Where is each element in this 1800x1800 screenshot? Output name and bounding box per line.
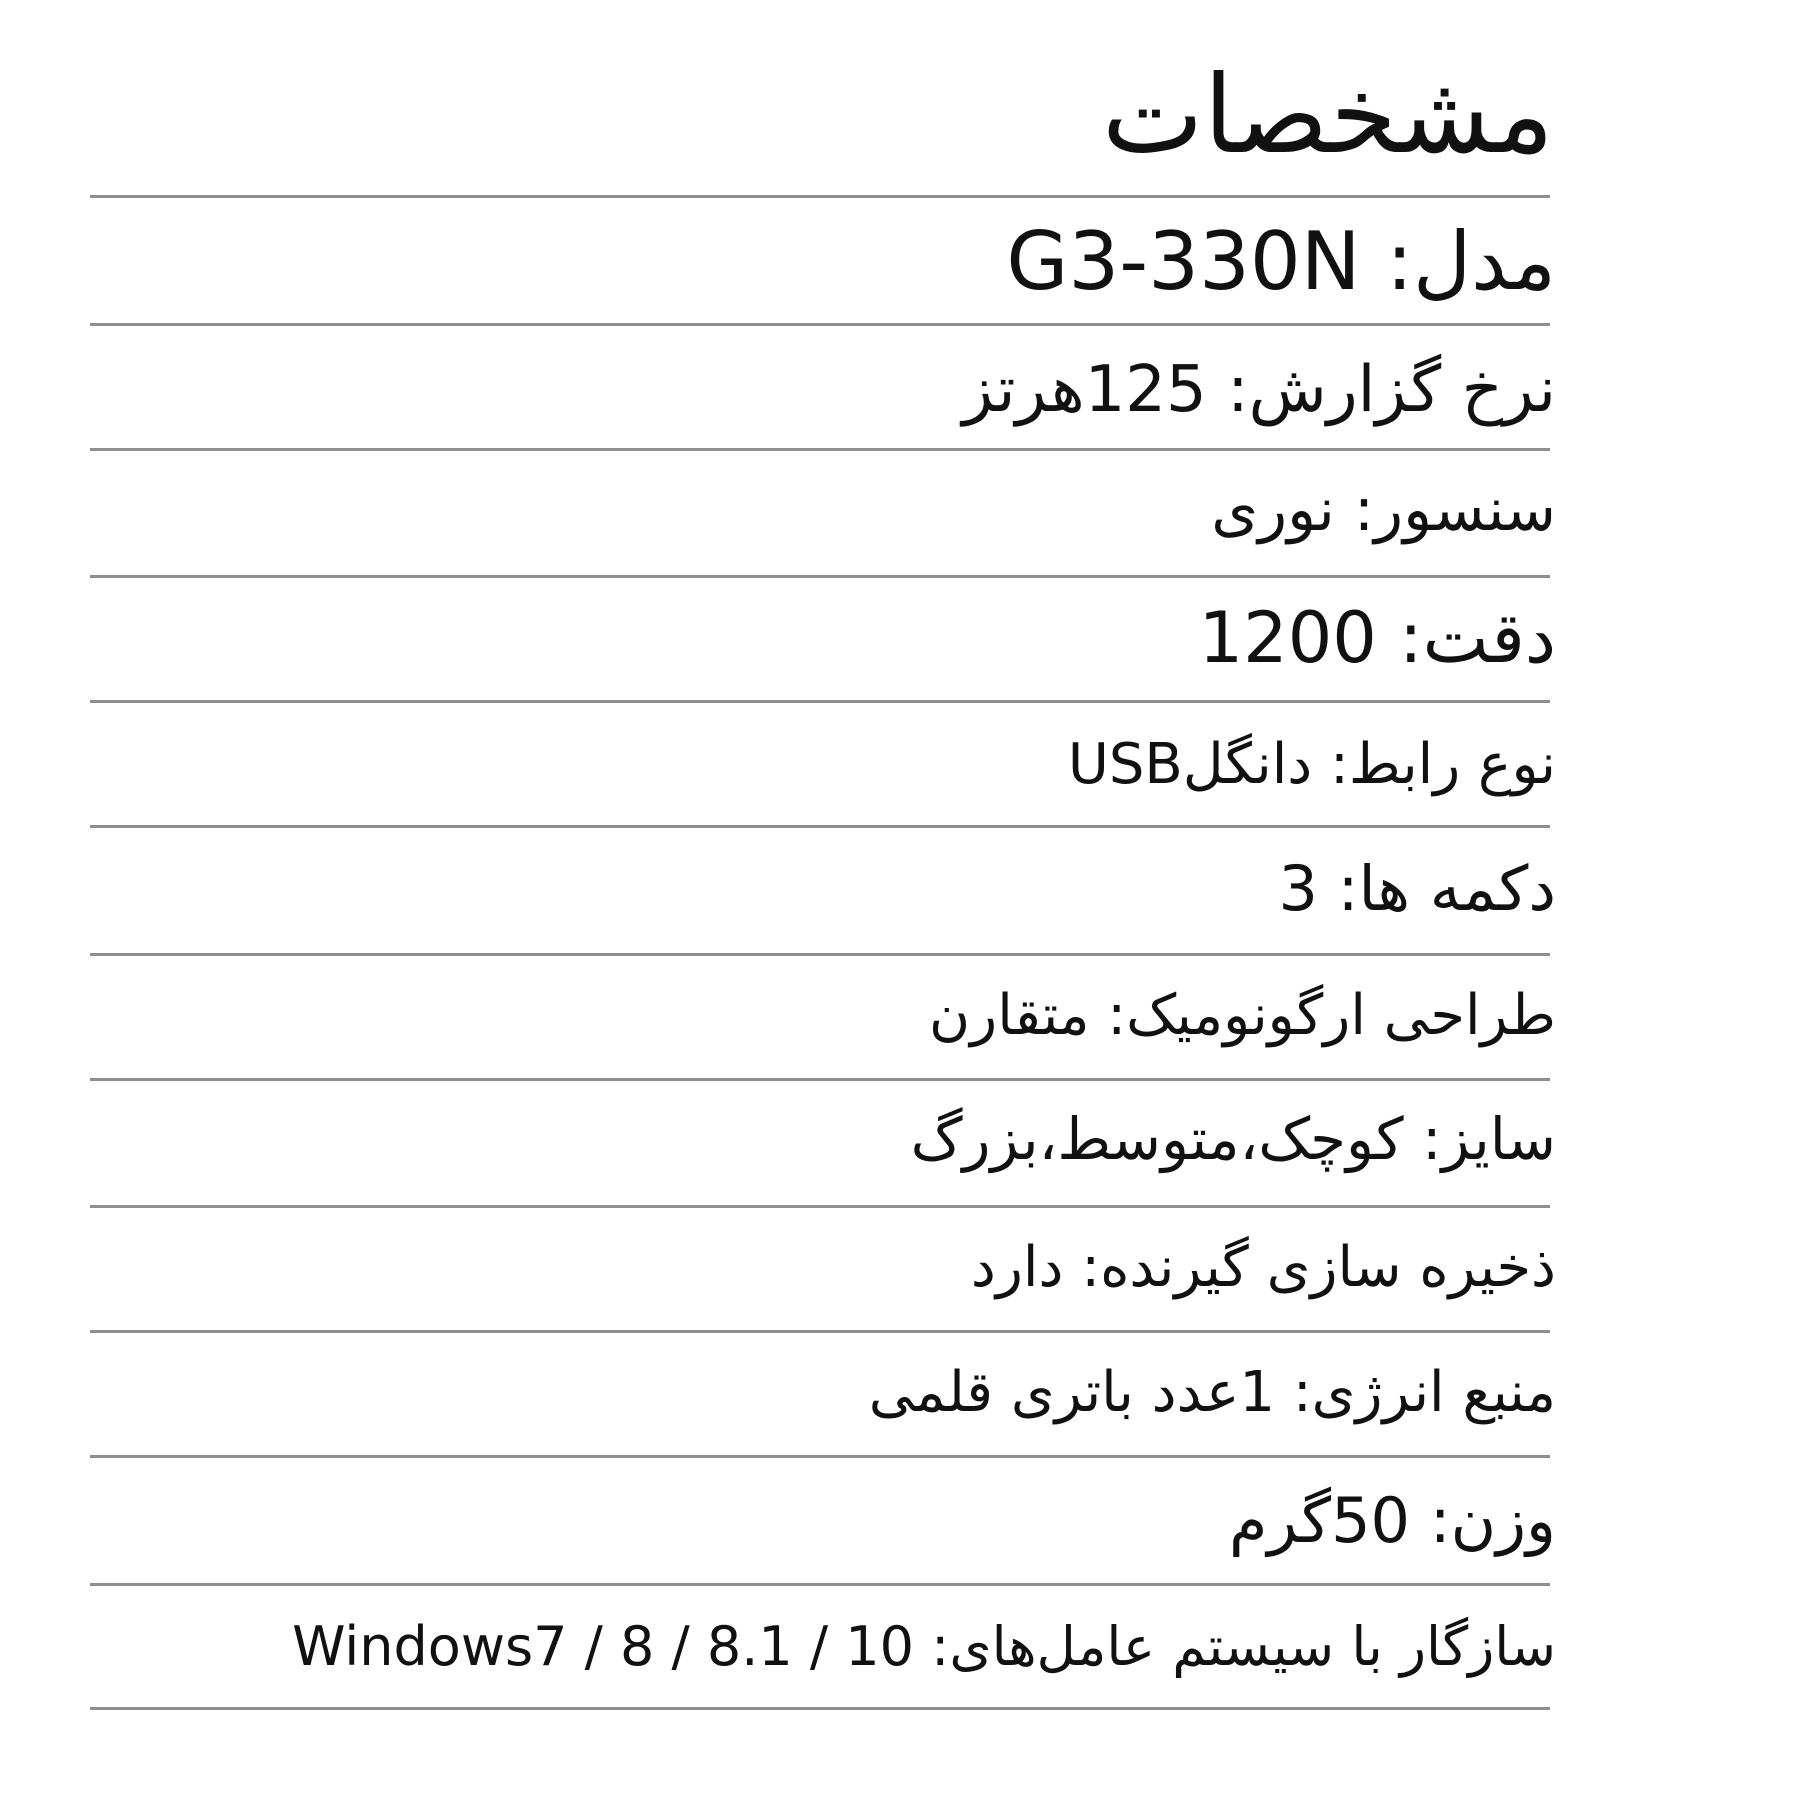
page-title: مشخصات <box>1101 53 1554 178</box>
spec-row-power-source: منبع انرژی: 1عدد باتری قلمی <box>868 1360 1556 1425</box>
spec-row-ergonomic-design: طراحی ارگونومیک: متقارن <box>929 983 1556 1048</box>
divider <box>90 1205 1550 1208</box>
spec-row-report-rate: نرخ گزارش: 125هرتز <box>962 353 1556 427</box>
spec-row-buttons: دکمه ها: 3 <box>1278 852 1556 925</box>
divider <box>90 825 1550 828</box>
divider <box>90 1330 1550 1333</box>
divider <box>90 1078 1550 1081</box>
divider <box>90 953 1550 956</box>
divider <box>90 323 1550 326</box>
spec-row-os-compatibility: سازگار با سیستم عامل‌های: Windows7 / 8 / 8.1 / 10 <box>292 1615 1556 1678</box>
divider <box>90 195 1550 198</box>
spec-row-interface: نوع رابط: دانگلUSB <box>1067 732 1556 797</box>
divider <box>90 1583 1550 1586</box>
spec-row-weight: وزن: 50گرم <box>1228 1484 1556 1557</box>
spec-row-model: مدل: G3-330N <box>1006 215 1556 308</box>
divider <box>90 575 1550 578</box>
spec-row-receiver-storage: ذخیره سازی گیرنده: دارد <box>970 1235 1556 1300</box>
divider <box>90 1707 1550 1710</box>
divider <box>90 1455 1550 1458</box>
divider <box>90 448 1550 451</box>
spec-row-sensor: سنسور: نوری <box>1211 475 1556 545</box>
divider <box>90 700 1550 703</box>
spec-row-size: سایز: کوچک،متوسط،بزرگ <box>910 1105 1556 1173</box>
spec-row-dpi: دقت: 1200 <box>1198 597 1556 679</box>
